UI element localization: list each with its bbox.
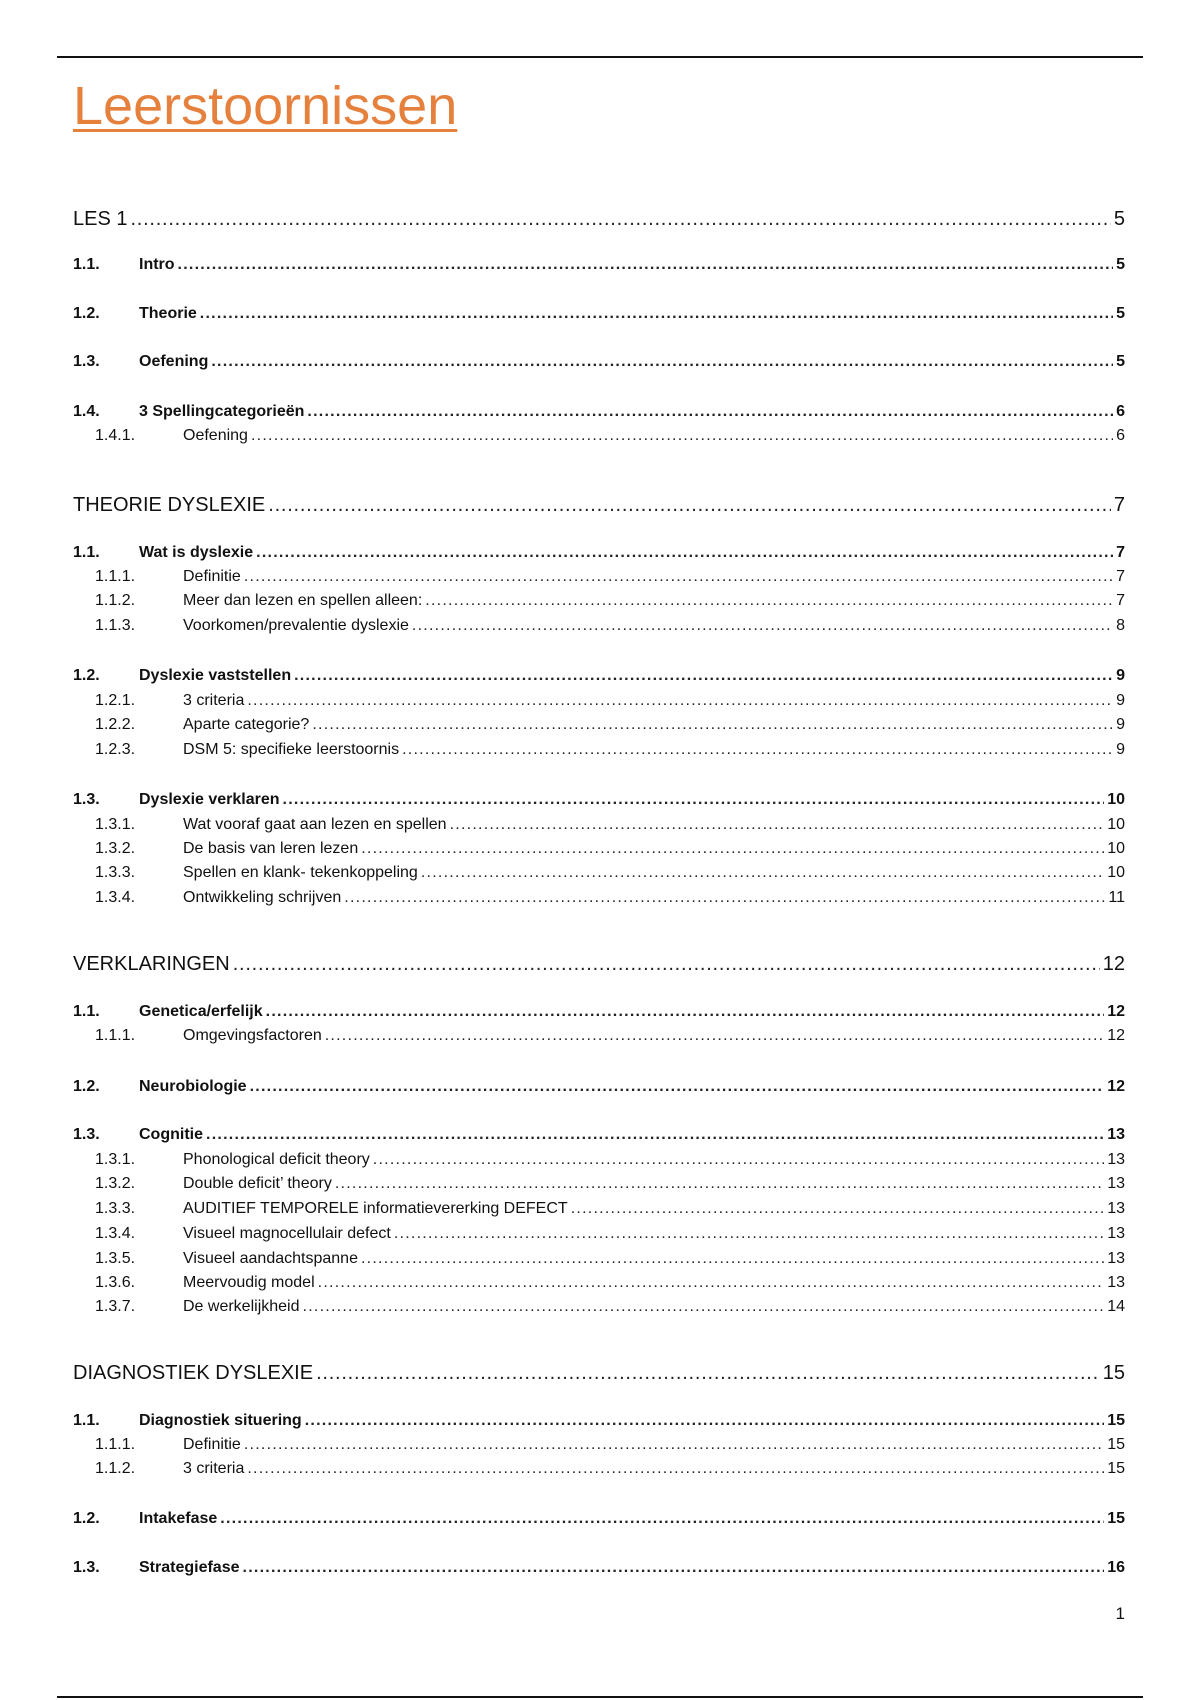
toc-entry-title: Intro bbox=[139, 256, 175, 273]
toc-entry-number: 1.1. bbox=[73, 1003, 100, 1020]
toc-entry-page: 8 bbox=[1116, 617, 1125, 634]
toc-entry-page: 13 bbox=[1107, 1274, 1125, 1291]
dot-leader bbox=[243, 1559, 1105, 1577]
toc-subsection[interactable] bbox=[73, 1200, 1125, 1218]
toc-entry-page: 12 bbox=[1107, 1027, 1125, 1044]
toc-entry-page: 13 bbox=[1107, 1225, 1125, 1242]
toc-entry-page: 12 bbox=[1107, 1003, 1125, 1020]
dot-leader bbox=[244, 1436, 1104, 1454]
dot-leader bbox=[250, 1078, 1105, 1096]
dot-leader bbox=[233, 953, 1100, 976]
toc-entry-number: 1.1. bbox=[73, 544, 100, 561]
dot-leader bbox=[312, 716, 1113, 734]
toc-chapter[interactable] bbox=[73, 494, 1125, 517]
toc-entry-title: 3 criteria bbox=[183, 1460, 245, 1477]
toc-entry-number: 1.3.3. bbox=[95, 864, 136, 881]
toc-entry-page: 12 bbox=[1102, 953, 1125, 975]
toc-entry-number: 1.1. bbox=[73, 256, 100, 273]
toc-entry-title: Cognitie bbox=[139, 1126, 203, 1143]
dot-leader bbox=[266, 1003, 1105, 1021]
toc-entry-number: 1.1.1. bbox=[95, 1027, 136, 1044]
toc-entry-title: De werkelijkheid bbox=[183, 1298, 300, 1315]
toc-entry-number: 1.3.4. bbox=[95, 889, 136, 906]
toc-section[interactable] bbox=[73, 305, 1125, 323]
dot-leader bbox=[450, 816, 1105, 834]
toc-entry-number: 1.4.1. bbox=[95, 427, 136, 444]
toc-subsection[interactable] bbox=[73, 1274, 1125, 1292]
toc-entry-page: 11 bbox=[1108, 889, 1125, 906]
toc-subsection[interactable] bbox=[73, 1175, 1125, 1193]
toc-subsection[interactable] bbox=[73, 1298, 1125, 1316]
toc-entry-page: 6 bbox=[1116, 403, 1125, 420]
toc-entry-number: 1.3.2. bbox=[95, 840, 136, 857]
toc-entry-page: 14 bbox=[1107, 1298, 1125, 1315]
toc-entry-page: 13 bbox=[1107, 1126, 1125, 1143]
toc-entry-title: Diagnostiek situering bbox=[139, 1412, 302, 1429]
toc-entry-page: 7 bbox=[1116, 592, 1125, 609]
toc-entry-title: VERKLARINGEN bbox=[73, 953, 230, 975]
toc-subsection[interactable] bbox=[73, 692, 1125, 710]
dot-leader bbox=[402, 741, 1113, 759]
toc-entry-number: 1.3.2. bbox=[95, 1175, 136, 1192]
toc-entry-number: 1.3.3. bbox=[95, 1200, 136, 1217]
toc-entry-title: Wat vooraf gaat aan lezen en spellen bbox=[183, 816, 447, 833]
toc-entry-page: 5 bbox=[1116, 305, 1125, 322]
toc-subsection[interactable] bbox=[73, 1460, 1125, 1478]
toc-entry-title: DSM 5: specifieke leerstoornis bbox=[183, 741, 400, 758]
toc-section[interactable] bbox=[73, 1126, 1125, 1144]
toc-subsection[interactable] bbox=[73, 427, 1125, 445]
toc-entry-page: 5 bbox=[1116, 256, 1125, 273]
toc-entry-page: 10 bbox=[1107, 864, 1125, 881]
toc-entry-title: Dyslexie vaststellen bbox=[139, 667, 292, 684]
toc-entry-number: 1.4. bbox=[73, 403, 100, 420]
toc-section[interactable] bbox=[73, 353, 1125, 371]
toc-entry-title: Oefening bbox=[183, 427, 248, 444]
toc-subsection[interactable] bbox=[73, 864, 1125, 882]
toc-entry-number: 1.3. bbox=[73, 1126, 100, 1143]
toc-entry-page: 9 bbox=[1116, 716, 1125, 733]
toc-entry-page: 16 bbox=[1107, 1559, 1125, 1576]
toc-entry-title: Definitie bbox=[183, 568, 241, 585]
toc-entry-title: Oefening bbox=[139, 353, 209, 370]
toc-entry-page: 5 bbox=[1113, 208, 1125, 230]
dot-leader bbox=[247, 692, 1113, 710]
dot-leader bbox=[421, 864, 1104, 882]
toc-entry-number: 1.1. bbox=[73, 1412, 100, 1429]
toc-entry-number: 1.3.5. bbox=[95, 1250, 136, 1267]
toc-subsection[interactable] bbox=[73, 1225, 1125, 1243]
toc-subsection[interactable] bbox=[73, 741, 1125, 759]
toc-subsection[interactable] bbox=[73, 1250, 1125, 1268]
dot-leader bbox=[256, 544, 1113, 562]
dot-leader bbox=[325, 1027, 1104, 1045]
toc-entry-number: 1.3.7. bbox=[95, 1298, 136, 1315]
toc-entry-number: 1.2.3. bbox=[95, 741, 136, 758]
toc-entry-page: 5 bbox=[1116, 353, 1125, 370]
toc-entry-title: Meer dan lezen en spellen alleen: bbox=[183, 592, 423, 609]
toc-entry-page: 13 bbox=[1107, 1175, 1125, 1192]
toc-entry-number: 1.3. bbox=[73, 791, 100, 808]
toc-entry-title: LES 1 bbox=[73, 208, 128, 230]
dot-leader bbox=[283, 791, 1105, 809]
toc-section[interactable] bbox=[73, 1412, 1125, 1430]
dot-leader bbox=[244, 568, 1113, 586]
toc-entry-number: 1.1.1. bbox=[95, 1436, 136, 1453]
toc-entry-title: AUDITIEF TEMPORELE informatievererking DEFECT bbox=[183, 1200, 568, 1217]
toc-entry-title: Voorkomen/prevalentie dyslexie bbox=[183, 617, 409, 634]
toc-subsection[interactable] bbox=[73, 568, 1125, 586]
toc-entry-number: 1.1.2. bbox=[95, 1460, 136, 1477]
toc-entry-title: Phonological deficit theory bbox=[183, 1151, 370, 1168]
toc-entry-number: 1.3.1. bbox=[95, 816, 136, 833]
toc-entry-title: DIAGNOSTIEK DYSLEXIE bbox=[73, 1362, 314, 1384]
toc-entry-page: 15 bbox=[1102, 1362, 1125, 1384]
dot-leader bbox=[251, 427, 1113, 445]
toc-entry-title: 3 Spellingcategorieën bbox=[139, 403, 305, 420]
toc-entry-number: 1.2. bbox=[73, 1510, 100, 1527]
dot-leader bbox=[361, 840, 1104, 858]
toc-entry-page: 10 bbox=[1107, 791, 1125, 808]
toc-entry-title: Intakefase bbox=[139, 1510, 218, 1527]
toc-section[interactable] bbox=[73, 1559, 1125, 1577]
dot-leader bbox=[211, 353, 1113, 371]
dot-leader bbox=[307, 403, 1113, 421]
dot-leader bbox=[305, 1412, 1105, 1430]
toc-entry-number: 1.1.3. bbox=[95, 617, 136, 634]
toc-entry-page: 10 bbox=[1107, 816, 1125, 833]
toc-entry-title: Aparte categorie? bbox=[183, 716, 310, 733]
toc-entry-title: Theorie bbox=[139, 305, 197, 322]
toc-section[interactable] bbox=[73, 1510, 1125, 1528]
toc-entry-number: 1.2.2. bbox=[95, 716, 136, 733]
toc-entry-title: Neurobiologie bbox=[139, 1078, 247, 1095]
toc-section[interactable] bbox=[73, 667, 1125, 685]
dot-leader bbox=[294, 667, 1113, 685]
dot-leader bbox=[361, 1250, 1104, 1268]
toc-entry-title: Dyslexie verklaren bbox=[139, 791, 280, 808]
toc-entry-page: 15 bbox=[1107, 1436, 1125, 1453]
dot-leader bbox=[206, 1126, 1104, 1144]
toc-entry-number: 1.2.1. bbox=[95, 692, 136, 709]
toc-subsection[interactable] bbox=[73, 617, 1125, 635]
toc-entry-title: Meervoudig model bbox=[183, 1274, 315, 1291]
dot-leader bbox=[200, 305, 1113, 323]
dot-leader bbox=[303, 1298, 1105, 1316]
toc-entry-number: 1.3.6. bbox=[95, 1274, 136, 1291]
toc-entry-page: 15 bbox=[1107, 1510, 1125, 1527]
toc-subsection[interactable] bbox=[73, 716, 1125, 734]
dot-leader bbox=[220, 1510, 1104, 1528]
toc-entry-page: 7 bbox=[1113, 494, 1125, 516]
toc-subsection[interactable] bbox=[73, 889, 1125, 907]
dot-leader bbox=[130, 208, 1110, 231]
toc-entry-title: Visueel aandachtspanne bbox=[183, 1250, 358, 1267]
dot-leader bbox=[268, 494, 1111, 517]
toc-entry-page: 9 bbox=[1116, 692, 1125, 709]
toc-entry-number: 1.3. bbox=[73, 353, 100, 370]
toc-entry-page: 9 bbox=[1116, 667, 1125, 684]
dot-leader bbox=[425, 592, 1113, 610]
toc-subsection[interactable] bbox=[73, 840, 1125, 858]
toc-entry-title: Strategiefase bbox=[139, 1559, 240, 1576]
toc-entry-title: Genetica/erfelijk bbox=[139, 1003, 263, 1020]
toc-entry-title: Wat is dyslexie bbox=[139, 544, 254, 561]
toc-entry-page: 7 bbox=[1116, 568, 1125, 585]
bottom-rule bbox=[57, 1696, 1143, 1698]
document-title: Leerstoornissen bbox=[73, 76, 458, 136]
toc-entry-page: 13 bbox=[1107, 1151, 1125, 1168]
toc-subsection[interactable] bbox=[73, 1151, 1125, 1169]
toc-section[interactable] bbox=[73, 403, 1125, 421]
toc-entry-title: Visueel magnocellulair defect bbox=[183, 1225, 391, 1242]
dot-leader bbox=[178, 256, 1114, 274]
toc-entry-number: 1.2. bbox=[73, 1078, 100, 1095]
top-rule bbox=[57, 56, 1143, 58]
toc-section[interactable] bbox=[73, 256, 1125, 274]
toc-subsection[interactable] bbox=[73, 816, 1125, 834]
toc-section[interactable] bbox=[73, 544, 1125, 562]
toc-subsection[interactable] bbox=[73, 592, 1125, 610]
toc-section[interactable] bbox=[73, 1078, 1125, 1096]
toc-chapter[interactable] bbox=[73, 1362, 1125, 1385]
dot-leader bbox=[412, 617, 1113, 635]
toc-entry-number: 1.3.4. bbox=[95, 1225, 136, 1242]
toc-entry-number: 1.1.2. bbox=[95, 592, 136, 609]
toc-subsection[interactable] bbox=[73, 1436, 1125, 1454]
toc-entry-page: 9 bbox=[1116, 741, 1125, 758]
toc-entry-title: Spellen en klank- tekenkoppeling bbox=[183, 864, 418, 881]
toc-entry-title: Ontwikkeling schrijven bbox=[183, 889, 342, 906]
toc-entry-title: THEORIE DYSLEXIE bbox=[73, 494, 266, 516]
toc-entry-title: Double deficit’ theory bbox=[183, 1175, 332, 1192]
toc-chapter[interactable] bbox=[73, 953, 1125, 976]
toc-entry-title: Omgevingsfactoren bbox=[183, 1027, 322, 1044]
dot-leader bbox=[373, 1151, 1104, 1169]
toc-entry-page: 6 bbox=[1116, 427, 1125, 444]
toc-entry-title: De basis van leren lezen bbox=[183, 840, 359, 857]
toc-entry-page: 15 bbox=[1107, 1412, 1125, 1429]
dot-leader bbox=[344, 889, 1105, 907]
toc-entry-number: 1.3. bbox=[73, 1559, 100, 1576]
toc-entry-number: 1.2. bbox=[73, 667, 100, 684]
toc-section[interactable] bbox=[73, 1003, 1125, 1021]
toc-section[interactable] bbox=[73, 791, 1125, 809]
toc-entry-page: 15 bbox=[1107, 1460, 1125, 1477]
toc-chapter[interactable] bbox=[73, 208, 1125, 231]
dot-leader bbox=[318, 1274, 1105, 1292]
dot-leader bbox=[335, 1175, 1104, 1193]
toc-subsection[interactable] bbox=[73, 1027, 1125, 1045]
toc-entry-page: 7 bbox=[1116, 544, 1125, 561]
dot-leader bbox=[316, 1362, 1100, 1385]
toc-entry-page: 13 bbox=[1107, 1200, 1125, 1217]
toc-entry-page: 13 bbox=[1107, 1250, 1125, 1267]
toc-entry-number: 1.2. bbox=[73, 305, 100, 322]
dot-leader bbox=[394, 1225, 1104, 1243]
dot-leader bbox=[571, 1200, 1105, 1218]
toc-entry-page: 10 bbox=[1107, 840, 1125, 857]
toc-entry-number: 1.3.1. bbox=[95, 1151, 136, 1168]
toc-entry-number: 1.1.1. bbox=[95, 568, 136, 585]
dot-leader bbox=[247, 1460, 1104, 1478]
page-number: 1 bbox=[1115, 1604, 1125, 1623]
toc-entry-page: 12 bbox=[1107, 1078, 1125, 1095]
toc-entry-title: Definitie bbox=[183, 1436, 241, 1453]
toc-entry-title: 3 criteria bbox=[183, 692, 245, 709]
